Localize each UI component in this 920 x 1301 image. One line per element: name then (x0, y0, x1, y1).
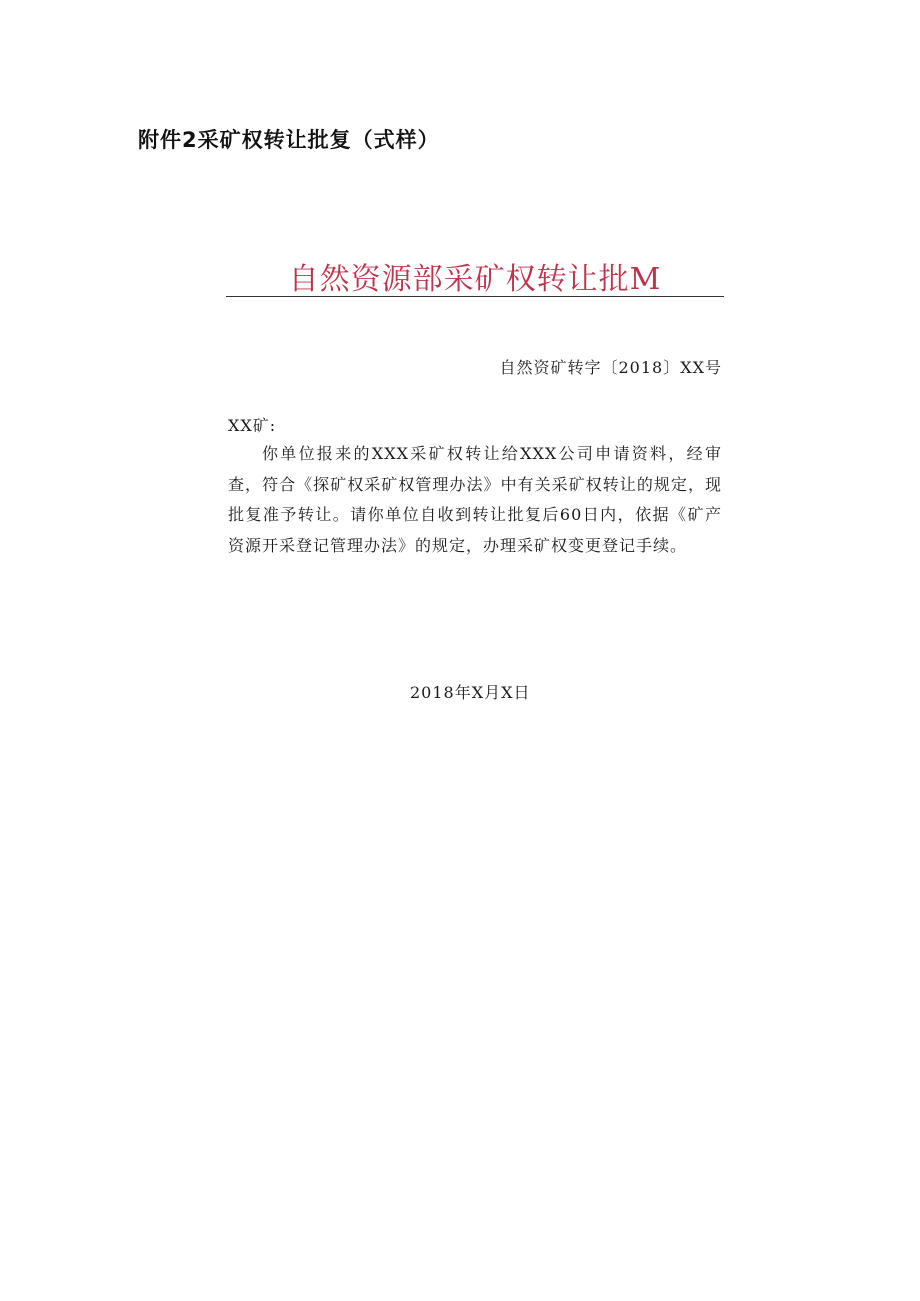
document-header: 自然资源部采矿权转让批M (288, 262, 662, 297)
attachment-title: 附件2采矿权转让批复（式样） (138, 128, 440, 152)
recipient: XX矿: (228, 416, 277, 435)
document-number: 自然资矿转字〔2018〕XX号 (499, 358, 722, 377)
body-paragraph: 你单位报来的XXX采矿权转让给XXX公司申请资料，经审查，符合《探矿权采矿权管理办法》中有关采矿权转让的规定，现批复准予转让。请你单位自收到转让批复后60日内，依据《矿产资源开采登记管理办法》的规定，办理采矿权变更登记手续。 (228, 444, 722, 555)
header-divider (226, 296, 724, 297)
document-date: 2018年X月X日 (410, 683, 531, 702)
